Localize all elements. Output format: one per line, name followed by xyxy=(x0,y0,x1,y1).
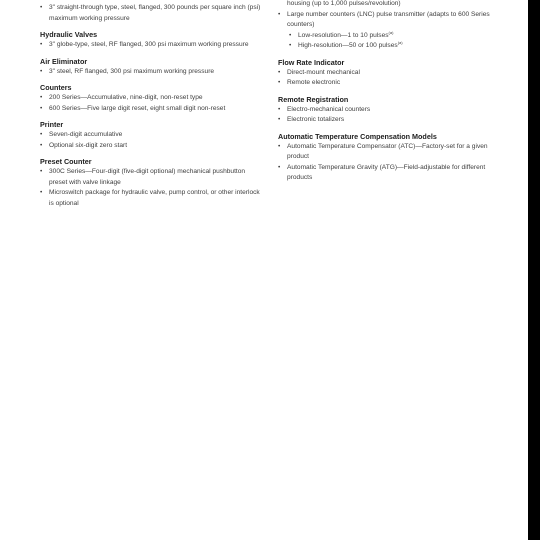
left-column xyxy=(40,3,265,209)
list-item xyxy=(40,67,265,78)
section-heading-hydraulic-valves: Hydraulic Valves xyxy=(40,30,98,39)
list-item xyxy=(40,104,265,115)
item-text: 3" steel, RF flanged, 300 psi maximum working pressure xyxy=(49,67,215,75)
item-text: Electro-mechanical counters xyxy=(287,105,371,113)
item-text: Automatic Temperature Compensator (ATC)—Factory-set for a given product xyxy=(287,142,488,160)
section-heading-flow-rate: Flow Rate Indicator xyxy=(278,57,345,67)
list-item xyxy=(40,167,265,188)
list-item xyxy=(278,68,493,79)
item-text: Low-resolution—1 to 10 pulses xyxy=(298,31,389,39)
right-column xyxy=(278,0,493,184)
list-item xyxy=(278,115,493,126)
list-item xyxy=(40,130,265,141)
continued-text: housing (up to 1,000 pulses/revolution) xyxy=(287,0,401,7)
item-text: Electronic totalizers xyxy=(287,116,345,123)
section-heading-air-eliminator: Air Eliminator xyxy=(40,56,88,66)
list-item xyxy=(278,105,493,116)
item-text: Remote electronic xyxy=(287,79,341,86)
item-text: 300C Series—Four-digit (five-digit optional) mechanical pushbutton preset with valve linkage xyxy=(49,168,246,186)
page-edge-border xyxy=(528,0,540,540)
bullet: • xyxy=(40,67,43,75)
section-heading-counters: Counters xyxy=(40,83,72,92)
item-text: 3" globe-type, steel, RF flanged, 300 psi maximum working pressure xyxy=(49,41,249,48)
bullet: • xyxy=(289,42,292,49)
item-text: Seven-digit accumulative xyxy=(49,131,123,138)
bullet: • xyxy=(40,104,43,112)
bullet: • xyxy=(40,94,43,101)
bullet: • xyxy=(40,168,43,175)
section-heading-remote-registration: Remote Registration xyxy=(278,94,349,104)
list-item xyxy=(40,3,265,24)
bullet: • xyxy=(289,31,292,39)
list-item xyxy=(278,78,493,89)
list-item xyxy=(278,142,493,163)
item-text: Large number counters (LNC) pulse transmitter (adapts to 600 Series counters) xyxy=(287,10,490,28)
sub-list-item xyxy=(278,31,493,42)
item-text: 200 Series—Accumulative, nine-digit, non-reset type xyxy=(49,94,203,101)
item-text: Microswitch package for hydraulic valve, pump control, or other interlock is optional xyxy=(49,189,260,207)
item-text: 600 Series—Five large digit reset, eight small digit non-reset xyxy=(49,104,226,112)
list-item xyxy=(40,93,265,104)
section-heading-atc-models: Automatic Temperature Compensation Models xyxy=(278,131,437,141)
section-heading-printer: Printer xyxy=(40,120,64,129)
bullet: • xyxy=(278,10,281,18)
bullet: • xyxy=(40,4,43,11)
footnote-marker: (a) xyxy=(388,29,394,35)
footnote-marker: (a) xyxy=(397,39,403,45)
bullet: • xyxy=(278,116,281,123)
list-item xyxy=(278,163,493,184)
list-item xyxy=(40,188,265,209)
bullet: • xyxy=(40,41,43,48)
bullet: • xyxy=(278,105,281,113)
sub-list-item xyxy=(278,41,493,52)
bullet: • xyxy=(40,189,43,196)
bullet: • xyxy=(40,141,43,149)
item-text: Automatic Temperature Gravity (ATG)—Field-adjustable for different products xyxy=(287,163,486,181)
bullet: • xyxy=(278,79,281,86)
item-text: Optional six-digit zero start xyxy=(49,141,128,149)
bullet: • xyxy=(278,142,281,150)
bullet: • xyxy=(278,163,281,171)
section-heading-preset-counter: Preset Counter xyxy=(40,157,92,166)
bullet: • xyxy=(40,131,43,138)
item-text: Direct-mount mechanical xyxy=(287,68,360,76)
list-item xyxy=(40,40,265,51)
item-text: High-resolution—50 or 100 pulses xyxy=(298,42,398,49)
list-item xyxy=(40,141,265,152)
list-item xyxy=(278,10,493,31)
bullet: • xyxy=(278,68,281,76)
item-text: 3" straight-through type, steel, flanged, 300 pounds per square inch (psi) maximum working pressure xyxy=(49,4,261,22)
